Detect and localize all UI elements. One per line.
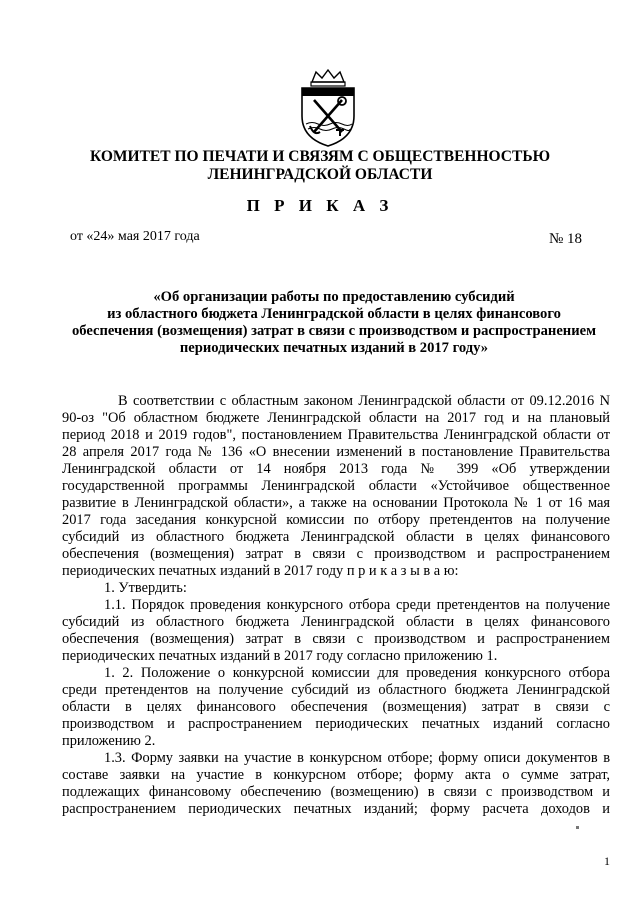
- document-date: от «24» мая 2017 года: [70, 229, 200, 244]
- body-line: государственной программы Ленинградской области «Устойчивое общественное: [62, 478, 610, 494]
- body-line: субсидий из областного бюджета Ленинградской области в целях финансового: [62, 529, 610, 545]
- scan-speck: [576, 826, 579, 829]
- body-line: 2017 года заседания конкурсной комиссии по отбору претендентов на получение: [62, 512, 610, 528]
- body-line: приложению 2.: [62, 733, 156, 749]
- body-line: субсидий из областного бюджета Ленинградской области в целях финансового: [62, 614, 610, 630]
- body-line: Ленинградской области от 14 ноября 2013 года № 399 «Об утверждении: [62, 461, 610, 477]
- body-line: среди претендентов на получение субсидий из областного бюджета Ленинградской: [62, 682, 610, 698]
- title-line: из областного бюджета Ленинградской области в целях финансового: [107, 306, 561, 322]
- body-line: период 2018 и 2019 годов", постановлением Правительства Ленинградской области от: [62, 427, 610, 443]
- body-line: обеспечения (возмещения) затрат в связи с производством и распространением: [62, 546, 610, 562]
- body-line: В соответствии с областным законом Ленинградской области от 09.12.2016 N: [118, 393, 610, 409]
- body-line: 1. Утвердить:: [104, 580, 187, 596]
- body-line: развитие в Ленинградской области», а также на основании Протокола № 1 от 16 мая: [62, 495, 610, 511]
- body-line: 90-оз "Об областном бюджете Ленинградской области на 2017 год и на плановый: [62, 410, 610, 426]
- body-line: 28 апреля 2017 года № 136 «О внесении изменений в постановление Правительства: [62, 444, 610, 460]
- document-type: П Р И К А З: [246, 196, 394, 215]
- body-line: периодических печатных изданий в 2017 году п р и к а з ы в а ю:: [62, 563, 459, 579]
- body-line: 1. 2. Положение о конкурсной комиссии для проведения конкурсного отбора: [104, 665, 610, 681]
- organization-name-line1: КОМИТЕТ ПО ПЕЧАТИ И СВЯЗЯМ С ОБЩЕСТВЕННОСТЬЮ: [89, 148, 551, 165]
- body-line: периодических печатных изданий в 2017 году согласно приложению 1.: [62, 648, 498, 664]
- body-line: обеспечения (возмещения) затрат в связи с производством и распространением: [62, 631, 610, 647]
- organization-name-line2: ЛЕНИНГРАДСКОЙ ОБЛАСТИ: [207, 166, 433, 183]
- title-line: обеспечения (возмещения) затрат в связи с производством и распространением: [71, 323, 597, 339]
- body-line: производством и распространением периодических печатных изданий согласно: [62, 716, 610, 732]
- document-number: № 18: [548, 231, 582, 247]
- body-line: области в целях финансового обеспечения (возмещения) затрат в связи с: [62, 699, 610, 715]
- title-line: «Об организации работы по предоставлению субсидий: [153, 289, 515, 305]
- body-line: распространением периодических печатных изданий; форму расчета доходов и: [62, 801, 610, 817]
- body-line: составе заявки на участие в конкурсном отборе; форму акта о сумме затрат,: [62, 767, 610, 783]
- title-line: периодических печатных изданий в 2017 году»: [179, 340, 489, 356]
- body-line: подлежащих финансовому обеспечению (возмещению) в связи с производством и: [62, 784, 610, 800]
- coat-of-arms-icon: [296, 68, 360, 148]
- body-line: 1.1. Порядок проведения конкурсного отбора среди претендентов на получение: [104, 597, 610, 613]
- page-number: 1: [604, 854, 610, 868]
- body-line: 1.3. Форму заявки на участие в конкурсном отборе; форму описи документов в: [104, 750, 610, 766]
